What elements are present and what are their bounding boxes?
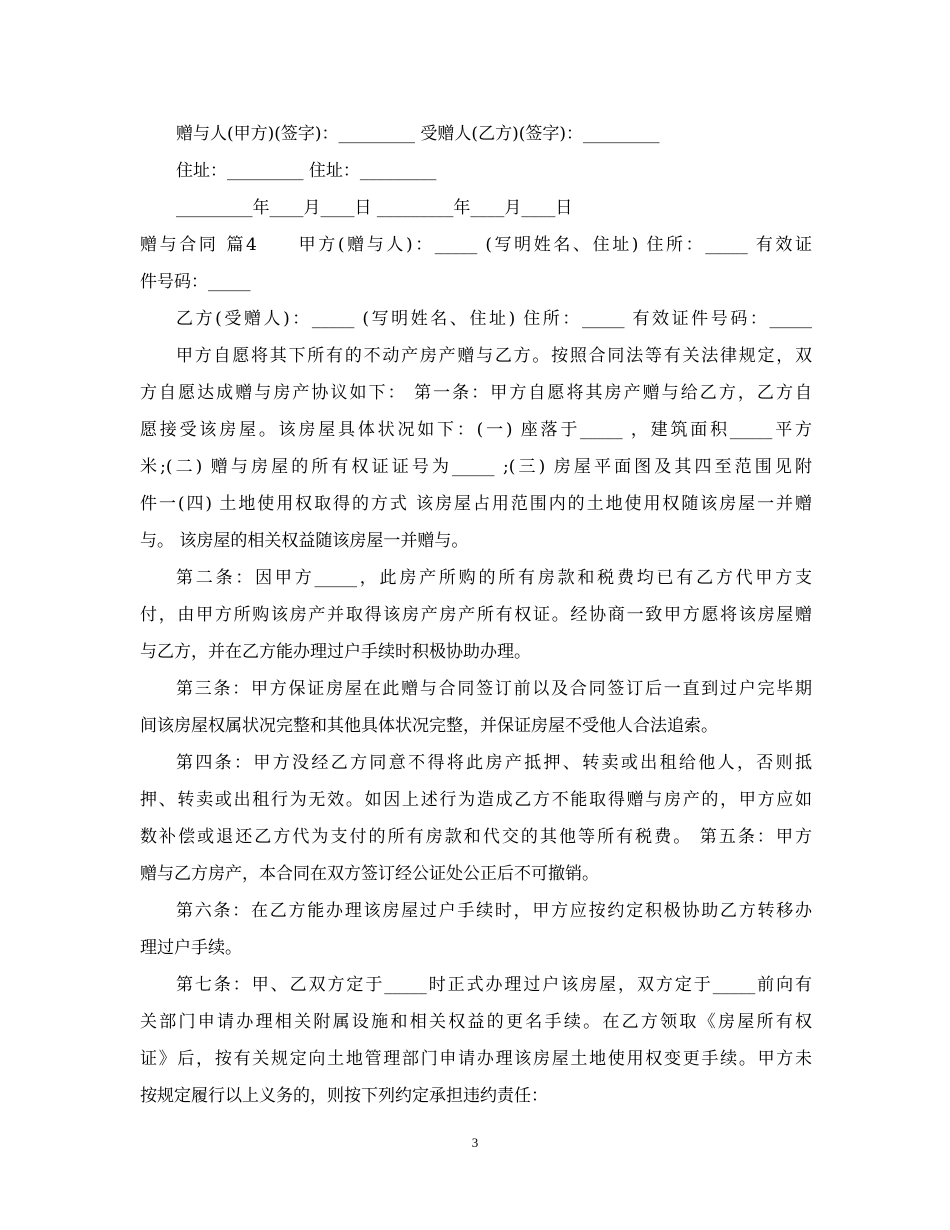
signature-block [140,116,812,227]
text-line: 愿接受该房屋。该房屋具体状况如下：(一) 座落于_____ ，建筑面积_____平方 [140,420,812,440]
article-4-paragraph [140,745,812,893]
text-line: 赠与乙方房产，本合同在双方签订经公证处公正后不可撤销。 [140,864,599,884]
intro-paragraph [140,338,812,560]
text-line: 第三条：甲方保证房屋在此赠与合同签订前以及合同签订后一直到过户完毕期 [176,679,812,699]
text-line: 证》后，按有关规定向土地管理部门申请办理该房屋土地使用权变更手续。甲方未 [140,1049,812,1069]
article-6-paragraph [140,893,812,967]
text-line: 件一(四) 土地使用权取得的方式 该房屋占用范围内的土地使用权随该房屋一并赠 [140,494,812,514]
article-7-paragraph [140,967,812,1115]
text-line: 数补偿或退还乙方代为支付的所有房款和代交的其他等所有税费。 第五条：甲方 [140,827,812,847]
page-number: 3 [471,1135,479,1150]
text-line: 乙方(受赠人)：_____ (写明姓名、住址) 住所：_____ 有效证件号码：_____ [176,309,812,329]
text-line: 理过户手续。 [140,938,242,958]
text-line: 第七条：甲、乙双方定于_____时正式办理过户该房屋，双方定于_____前向有 [176,975,812,995]
text-line: 与。 该房屋的相关权益随该房屋一并赠与。 [140,531,469,551]
article-2-paragraph [140,560,812,671]
text-line: 与乙方，并在乙方能办理过户手续时积极协助办理。 [140,642,531,662]
text-line: 方自愿达成赠与房产协议如下： 第一条：甲方自愿将其房产赠与给乙方，乙方自 [140,383,812,403]
text-line: 米;(二) 赠与房屋的所有权证证号为_____ ;(三) 房屋平面图及其四至范围见附 [140,457,812,477]
document-body [140,116,812,1115]
contract-heading-paragraph [140,227,812,301]
article-3-paragraph [140,671,812,745]
text-line: 甲方自愿将其下所有的不动产房产赠与乙方。按照合同法等有关法律规定，双 [176,346,812,366]
text-line: 赠与人(甲方)(签字)：_________ 受赠人(乙方)(签字)：_________ [176,124,660,144]
text-line: 第二条：因甲方_____，此房产所购的所有房款和税费均已有乙方代甲方支 [176,568,812,588]
text-line: _________年____月____日 _________年____月____日 [176,198,573,218]
text-line: 间该房屋权属状况完整和其他具体状况完整，并保证房屋不受他人合法追索。 [140,716,718,736]
text-line: 押、转卖或出租行为无效。如因上述行为造成乙方不能取得赠与房产的，甲方应如 [140,790,812,810]
text-line: 件号码：_____ [140,272,251,292]
text-line: 按规定履行以上义务的，则按下列约定承担违约责任： [140,1086,548,1106]
text-line: 赠与合同 篇4 甲方(赠与人)：_____ (写明姓名、住址) 住所：_____ 有效证 [140,235,812,255]
party-b-paragraph [140,301,812,338]
text-line: 第六条：在乙方能办理该房屋过户手续时，甲方应按约定积极协助乙方转移办 [176,901,812,921]
text-line: 第四条：甲方没经乙方同意不得将此房产抵押、转卖或出租给他人，否则抵 [176,753,812,773]
text-line: 关部门申请办理相关附属设施和相关权益的更名手续。在乙方领取《房屋所有权 [140,1012,812,1032]
text-line: 付，由甲方所购该房产并取得该房产房产所有权证。经协商一致甲方愿将该房屋赠 [140,605,812,625]
text-line: 住址：_________ 住址：_________ [176,161,437,181]
